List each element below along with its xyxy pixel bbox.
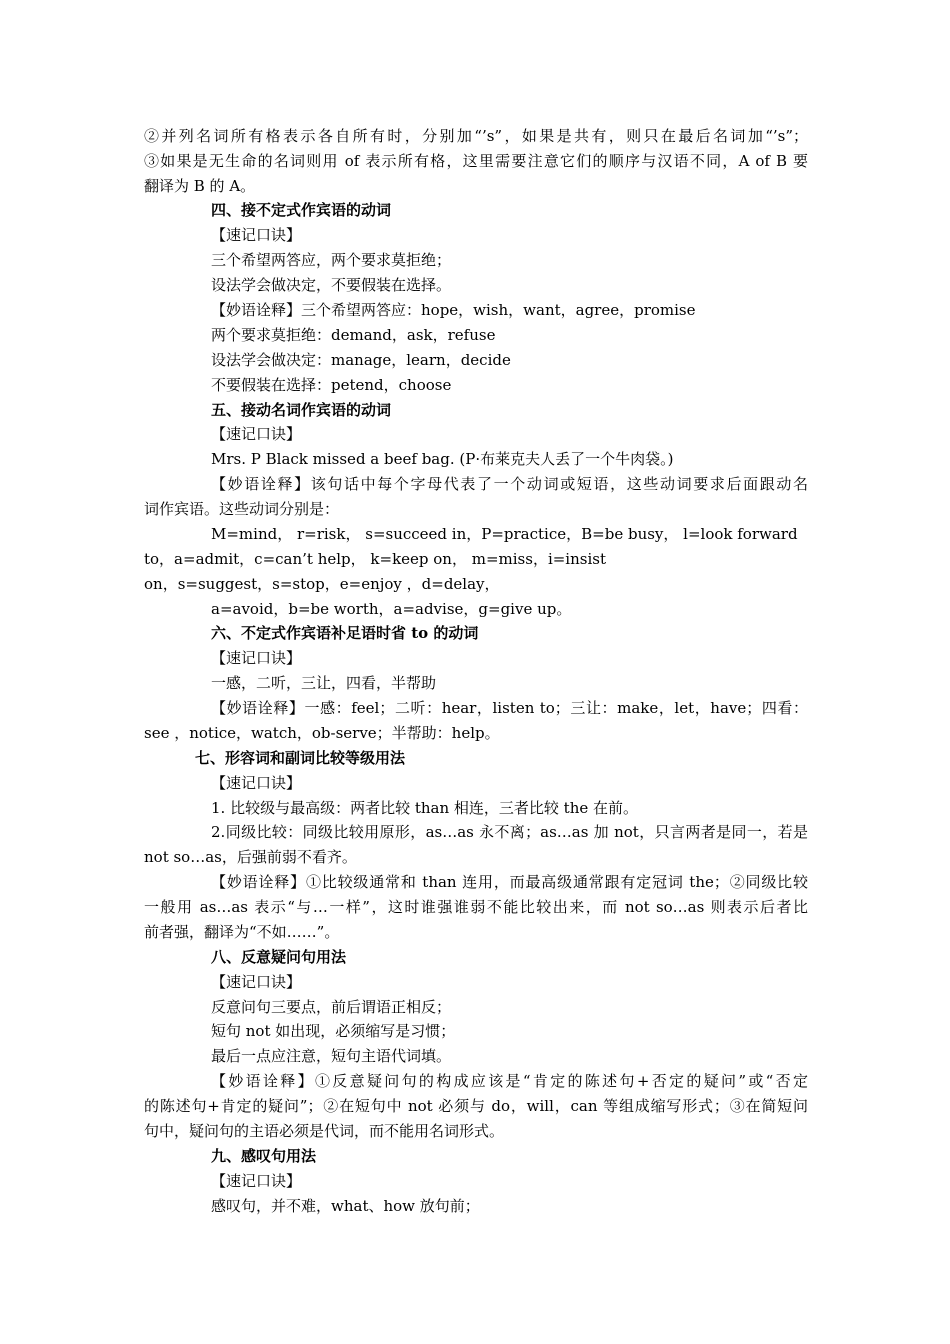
text-line: 【妙语诠释】①比较级通常和 than 连用，而最高级通常跟有定冠词 the；②同级比较 (211, 873, 808, 891)
section-heading: 四、接不定式作宾语的动词 (211, 201, 392, 219)
text-line: ②并列名词所有格表示各自所有时，分别加“’s”，如果是共有，则只在最后名词加“’s”； (144, 127, 808, 145)
text-line: on，s=suggest，s=stop，e=enjoy ，d=delay， (144, 575, 500, 593)
text-line: 短句 not 如出现，必须缩写是习惯； (211, 1022, 456, 1040)
text-line: 反意问句三要点，前后谓语正相反； (211, 998, 452, 1016)
text-line: Mrs. P Black missed a beef bag. (P·布莱克夫人丢了一个牛肉袋。) (211, 450, 674, 468)
text-line: 的陈述句+肯定的疑问”；②在短句中 not 必须与 do，will，can 等组成缩写形式；③在简短问 (144, 1097, 808, 1115)
text-line: 一般用 as…as 表示“与…一样”，这时谁强谁弱不能比较出来，而 not so…as 则表示后者比 (144, 898, 808, 916)
section-heading: 七、形容词和副词比较等级用法 (195, 749, 406, 767)
mnemonic-label: 【速记口诀】 (211, 774, 302, 792)
text-line: 句中，疑问句的主语必须是代词，而不能用名词形式。 (144, 1122, 505, 1140)
mnemonic-label: 【速记口诀】 (211, 649, 302, 667)
text-line: 【妙语诠释】一感：feel；二听：hear，listen to；三让：make，let，have；四看： (211, 699, 808, 717)
section-heading: 六、不定式作宾语补足语时省 to 的动词 (211, 624, 479, 642)
mnemonic-label: 【速记口诀】 (211, 425, 302, 443)
text-line: 1. 比较级与最高级：两者比较 than 相连，三者比较 the 在前。 (211, 799, 639, 817)
text-line: 一感，二听，三让，四看，半帮助 (211, 674, 437, 692)
section-heading: 五、接动名词作宾语的动词 (211, 401, 392, 419)
text-line: 2.同级比较：同级比较用原形，as…as 永不离；as…as 加 not，只言两者是同一，若是 (211, 823, 808, 841)
text-line: 三个希望两答应，两个要求莫拒绝； (211, 251, 452, 269)
text-line: to，a=admit，c=can’t help， k=keep on， m=miss，i=insist (144, 550, 606, 568)
text-line: a=avoid，b=be worth，a=advise，g=give up。 (211, 600, 572, 618)
text-line: 两个要求莫拒绝：demand，ask，refuse (211, 326, 496, 344)
section-heading: 八、反意疑问句用法 (211, 948, 347, 966)
mnemonic-label: 【速记口诀】 (211, 1172, 302, 1190)
text-line: not so…as，后强前弱不看齐。 (144, 848, 357, 866)
text-line: 前者强，翻译为“不如……”。 (144, 923, 340, 941)
text-line: M=mind， r=risk， s=succeed in，P=practice，B=be busy， l=look forward (211, 525, 798, 543)
text-line: 设法学会做决定，不要假装在选择。 (211, 276, 452, 294)
text-line: 【妙语诠释】①反意疑问句的构成应该是“肯定的陈述句+否定的疑问”或“否定 (211, 1072, 808, 1090)
text-line: 不要假装在选择：petend，choose (211, 376, 452, 394)
text-line: see ，notice，watch，ob-serve；半帮助：help。 (144, 724, 500, 742)
text-line: 设法学会做决定：manage，learn，decide (211, 351, 511, 369)
mnemonic-label: 【速记口诀】 (211, 226, 302, 244)
text-line: 【妙语诠释】该句话中每个字母代表了一个动词或短语，这些动词要求后面跟动名 (211, 475, 808, 493)
text-line: 感叹句，并不难，what、how 放句前； (211, 1197, 480, 1215)
text-line: 词作宾语。这些动词分别是： (144, 500, 340, 518)
mnemonic-label: 【速记口诀】 (211, 973, 302, 991)
section-heading: 九、感叹句用法 (211, 1147, 317, 1165)
text-line: 翻译为 B 的 A。 (144, 177, 256, 195)
text-line: 最后一点应注意，短句主语代词填。 (211, 1047, 452, 1065)
text-line: 【妙语诠释】三个希望两答应：hope，wish，want，agree，promise (211, 301, 696, 319)
text-line: ③如果是无生命的名词则用 of 表示所有格，这里需要注意它们的顺序与汉语不同，A of B 要 (144, 152, 808, 170)
